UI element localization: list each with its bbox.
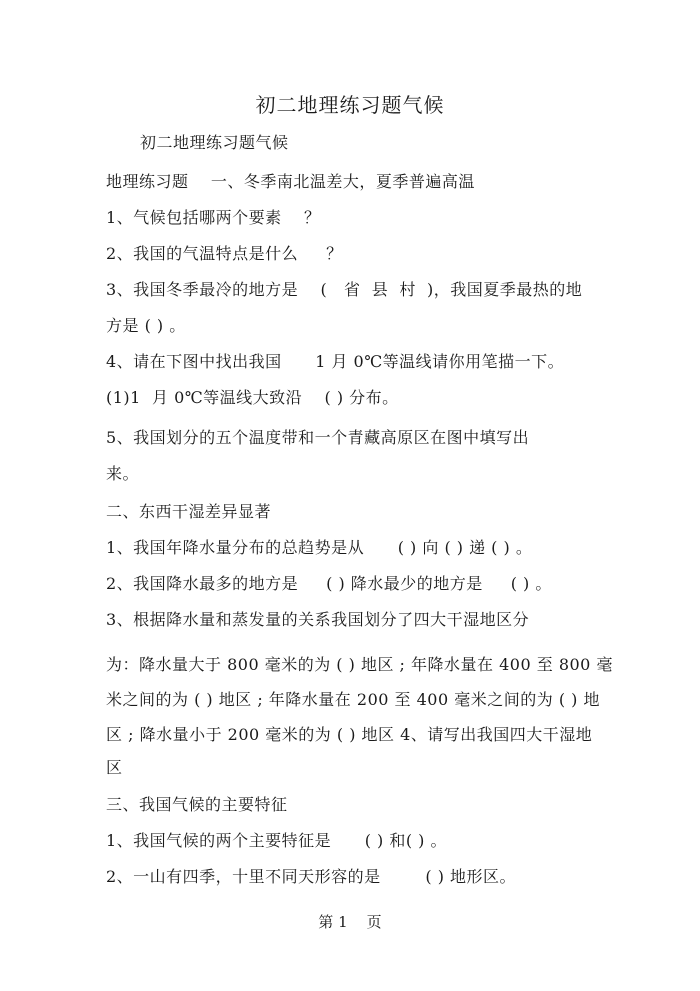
page-title: 初二地理练习题气候: [255, 93, 445, 117]
text-line: 3、我国冬季最冷的地方是 ( 省 县 村 )，我国夏季最热的地: [106, 280, 583, 299]
text-line: 来。: [106, 464, 140, 483]
text-line: 1、我国年降水量分布的总趋势是从 ( ) 向 ( ) 递 ( ) 。: [106, 538, 533, 557]
text-line: 区 ; 降水量小于 200 毫米的为 ( ) 地区 4、请写出我国四大干湿地: [106, 725, 593, 744]
text-line: (1)1 月 0℃等温线大致沿 ( ) 分布。: [106, 388, 399, 407]
text-line: 5、我国划分的五个温度带和一个青藏高原区在图中填写出: [106, 428, 530, 447]
text-line: 地理练习题 一、冬季南北温差大，夏季普遍高温: [106, 172, 475, 191]
text-line: 3、根据降水量和蒸发量的关系我国划分了四大干湿地区分: [106, 610, 530, 629]
text-line: 4、请在下图中找出我国 1 月 0℃等温线请你用笔描一下。: [106, 352, 565, 371]
text-line: 区: [106, 758, 123, 777]
text-line: 为：降水量大于 800 毫米的为 ( ) 地区 ; 年降水量在 400 至 800 毫: [106, 655, 613, 674]
section-heading: 三、我国气候的主要特征: [106, 795, 288, 814]
subtitle: 初二地理练习题气候: [140, 133, 289, 152]
page-number: 第 1 页: [318, 913, 382, 931]
text-line: 米之间的为 ( ) 地区 ; 年降水量在 200 至 400 毫米之间的为 ( ) 地: [106, 690, 600, 709]
section-heading: 二、东西干湿差异显著: [106, 502, 272, 521]
text-line: 方是 ( ) 。: [106, 316, 186, 335]
text-line: 2、一山有四季，十里不同天形容的是 ( ) 地形区。: [106, 867, 517, 886]
text-line: 1、气候包括哪两个要素 ？: [106, 208, 321, 227]
text-line: 1、我国气候的两个主要特征是 ( ) 和( ) 。: [106, 831, 448, 850]
text-line: 2、我国的气温特点是什么 ？: [106, 244, 343, 263]
text-line: 2、我国降水最多的地方是 ( ) 降水最少的地方是 ( ) 。: [106, 574, 552, 593]
